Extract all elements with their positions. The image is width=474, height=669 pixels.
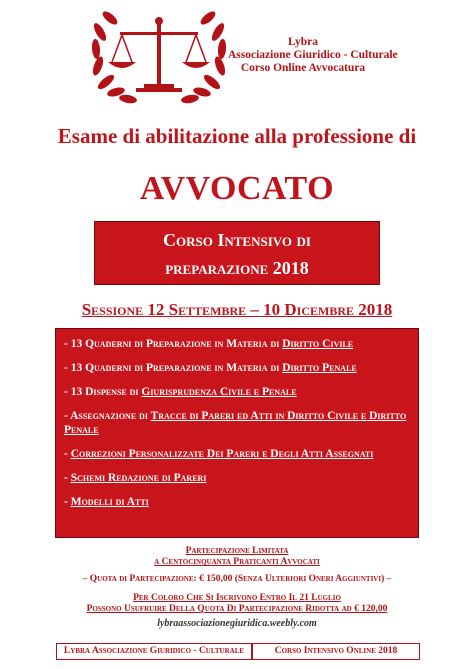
early-discount-info: Per Coloro Che Si Iscrivono Entro Il 21 Luglio Possono Usufruire Della Quota Di Partecipazione Ridotta ad € 120,00 (86, 593, 388, 614)
org-course: Corso Online Avvocatura (240, 62, 366, 74)
list-item: - 13 Quaderni di Preparazione in Materia di Diritto Civile (64, 338, 354, 350)
footer-organization: Lybra Associazione Giuridico - Culturale (56, 643, 252, 660)
list-item: - Schemi Redazione di Pareri (64, 472, 207, 484)
scales-of-justice-logo (86, 4, 232, 112)
list-item: - Assegnazione di Tracce di Pareri ed Atti in Diritto Civile e Diritto Penale (64, 410, 407, 436)
footer-course: Corso Intensivo Online 2018 (252, 643, 420, 660)
session-dates: Sessione 12 Settembre – 10 Dicembre 2018 (81, 300, 393, 319)
profession-title: AVVOCATO (139, 170, 335, 207)
course-contents-box (55, 328, 419, 538)
list-item: - Correzioni Personalizzate Dei Pareri e Degli Atti Assegnati (64, 448, 374, 460)
organization-header (228, 36, 398, 75)
limited-participation: Partecipazione Limitata a Centocinquanta Praticanti Avvocati (154, 546, 320, 567)
course-title-box (94, 221, 380, 285)
fee-info: – Quota di Partecipazione: € 150,00 (Senza Ulteriori Oneri Aggiuntivi) – (82, 574, 392, 584)
list-item: - 13 Dispense di Giurisprudenza Civile e Penale (64, 386, 297, 398)
course-title-line2: preparazione 2018 (165, 258, 309, 278)
org-name: Lybra (287, 36, 319, 48)
page-headline: Esame di abilitazione alla professione di (57, 124, 417, 148)
org-description: Associazione Giuridico - Culturale (228, 49, 398, 61)
website-url: lybraassociazionegiuridica.weebly.com (157, 618, 317, 629)
course-title-line1: Corso Intensivo di (163, 230, 311, 250)
list-item: - 13 Quaderni di Preparazione in Materia di Diritto Penale (64, 362, 357, 374)
list-item: - Modelli di Atti (64, 496, 149, 508)
